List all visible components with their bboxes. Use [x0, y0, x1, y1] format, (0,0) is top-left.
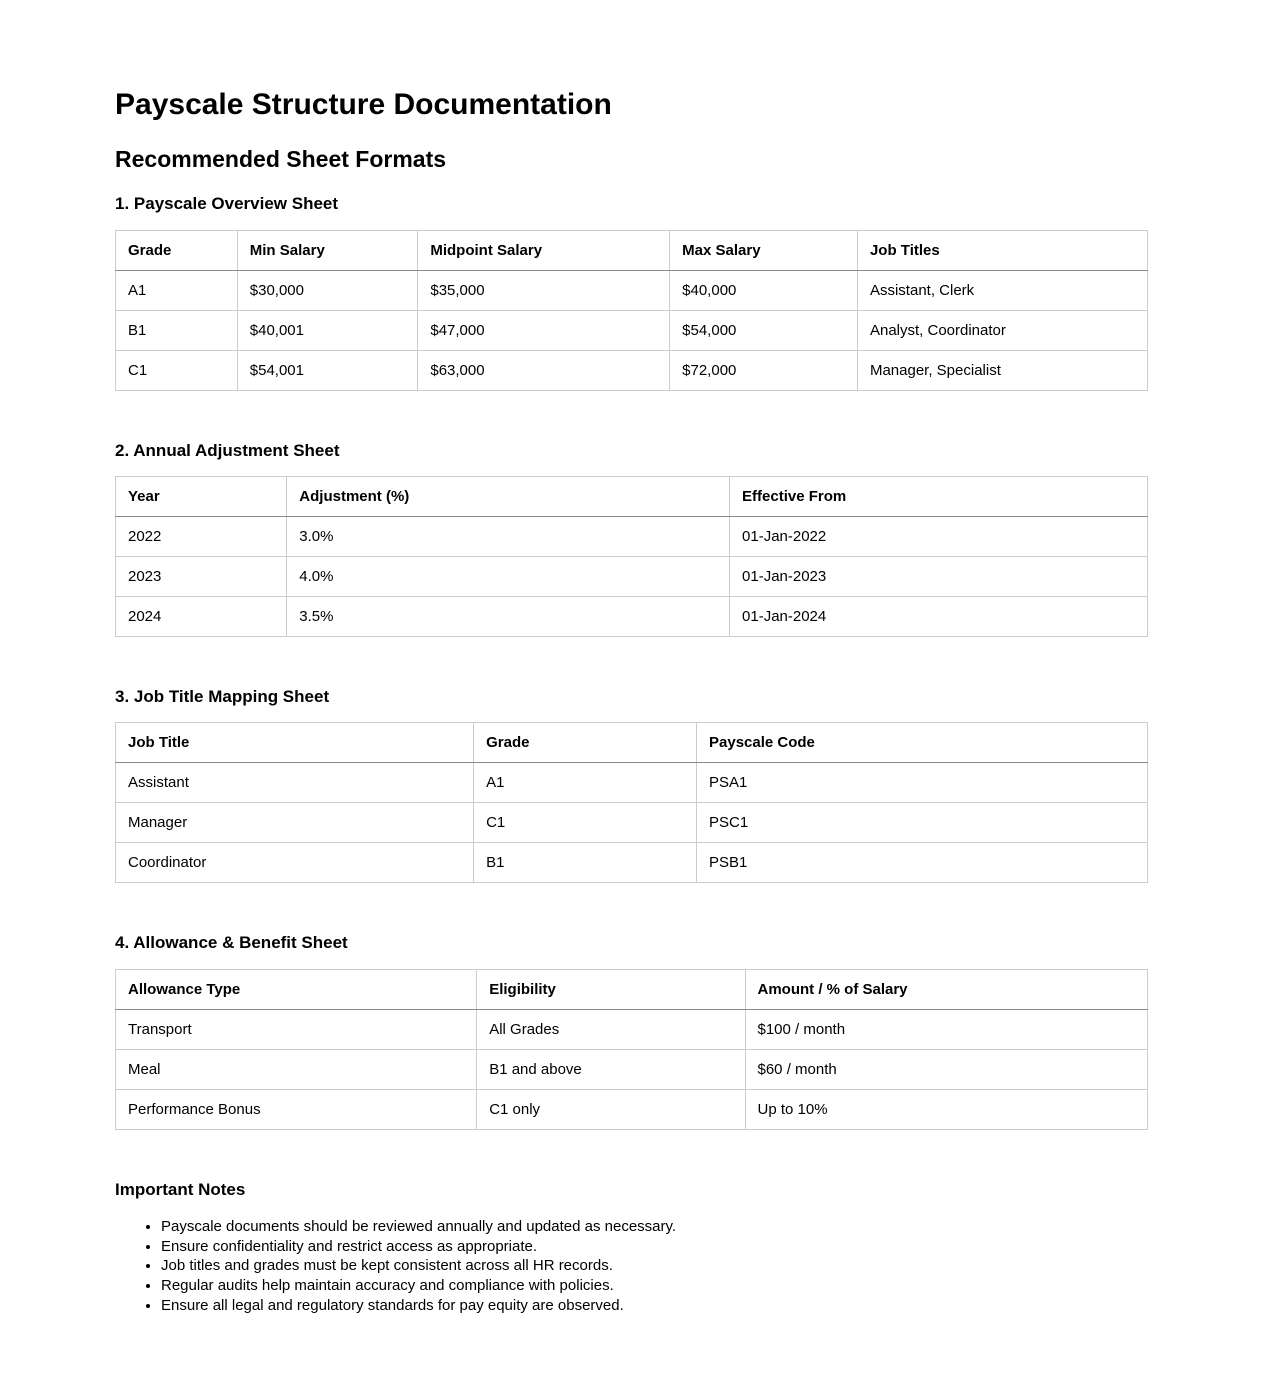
- table-row: [116, 1049, 1148, 1089]
- section-heading-payscale-overview: 1. Payscale Overview Sheet: [115, 194, 339, 214]
- column-header: Amount / % of Salary: [745, 969, 1148, 1009]
- note-item: • Regular audits help maintain accuracy and compliance with policies.: [161, 1277, 1148, 1295]
- column-header: Eligibility: [477, 969, 745, 1009]
- table-header-row: [116, 723, 1148, 763]
- table-cell: 01-Jan-2023: [730, 557, 1148, 597]
- table-cell: All Grades: [477, 1009, 745, 1049]
- table-cell: $35,000: [418, 270, 670, 310]
- job-title-mapping-table: [115, 722, 1148, 883]
- table-row: [116, 763, 1148, 803]
- table-cell: 4.0%: [287, 557, 730, 597]
- table-row: [116, 843, 1148, 883]
- section-heading-allowance-benefit: 4. Allowance & Benefit Sheet: [115, 933, 348, 953]
- table-cell: Transport: [116, 1009, 477, 1049]
- note-item: • Job titles and grades must be kept consistent across all HR records.: [161, 1257, 1148, 1275]
- table-cell: $40,000: [670, 270, 858, 310]
- table-cell: Assistant: [116, 763, 474, 803]
- table-cell: Manager, Specialist: [857, 350, 1147, 390]
- column-header: Max Salary: [670, 230, 858, 270]
- table-row: [116, 350, 1148, 390]
- table-cell: $54,000: [670, 310, 858, 350]
- table-cell: Coordinator: [116, 843, 474, 883]
- table-row: [116, 1089, 1148, 1129]
- table-cell: $72,000: [670, 350, 858, 390]
- column-header: Job Title: [116, 723, 474, 763]
- table-cell: 2022: [116, 517, 287, 557]
- table-cell: PSA1: [697, 763, 1148, 803]
- table-cell: Manager: [116, 803, 474, 843]
- table-row: [116, 310, 1148, 350]
- table-row: [116, 803, 1148, 843]
- column-header: Payscale Code: [697, 723, 1148, 763]
- note-item: • Ensure confidentiality and restrict access as appropriate.: [161, 1238, 1148, 1256]
- annual-adjustment-table: [115, 476, 1148, 637]
- note-item: • Ensure all legal and regulatory standards for pay equity are observed.: [161, 1297, 1148, 1315]
- table-cell: C1 only: [477, 1089, 745, 1129]
- table-cell: $47,000: [418, 310, 670, 350]
- notes-title: Important Notes: [115, 1179, 246, 1199]
- table-header-row: [116, 230, 1148, 270]
- data-table: [115, 969, 1148, 1130]
- table-cell: 3.5%: [287, 597, 730, 637]
- notes-list: [115, 1218, 1148, 1314]
- table-cell: 3.0%: [287, 517, 730, 557]
- table-row: [116, 1009, 1148, 1049]
- table-cell: Meal: [116, 1049, 477, 1089]
- table-cell: $60 / month: [745, 1049, 1148, 1089]
- section-heading-annual-adjustment: 2. Annual Adjustment Sheet: [115, 440, 340, 460]
- table-row: [116, 270, 1148, 310]
- table-row: [116, 517, 1148, 557]
- payscale-overview-table: [115, 230, 1148, 391]
- table-cell: A1: [116, 270, 238, 310]
- table-cell: 01-Jan-2024: [730, 597, 1148, 637]
- table-cell: 2024: [116, 597, 287, 637]
- table-cell: Up to 10%: [745, 1089, 1148, 1129]
- table-cell: $63,000: [418, 350, 670, 390]
- table-header-row: [116, 477, 1148, 517]
- table-cell: $30,000: [237, 270, 418, 310]
- table-cell: PSC1: [697, 803, 1148, 843]
- table-cell: B1: [474, 843, 697, 883]
- table-cell: 2023: [116, 557, 287, 597]
- table-cell: $40,001: [237, 310, 418, 350]
- data-table: [115, 722, 1148, 883]
- section-annual-adjustment: [115, 441, 1148, 637]
- table-cell: A1: [474, 763, 697, 803]
- page-title: Payscale Structure Documentation: [115, 88, 612, 121]
- data-table: [115, 476, 1148, 637]
- table-cell: $54,001: [237, 350, 418, 390]
- column-header: Min Salary: [237, 230, 418, 270]
- table-cell: C1: [116, 350, 238, 390]
- table-cell: C1: [474, 803, 697, 843]
- column-header: Effective From: [730, 477, 1148, 517]
- table-row: [116, 557, 1148, 597]
- table-cell: $100 / month: [745, 1009, 1148, 1049]
- section-job-title-mapping: [115, 687, 1148, 883]
- data-table: [115, 230, 1148, 391]
- table-cell: PSB1: [697, 843, 1148, 883]
- section-heading-job-title-mapping: 3. Job Title Mapping Sheet: [115, 687, 330, 707]
- note-item: • Payscale documents should be reviewed annually and updated as necessary.: [161, 1218, 1148, 1236]
- table-cell: B1 and above: [477, 1049, 745, 1089]
- section-payscale-overview: [115, 194, 1148, 390]
- column-header: Allowance Type: [116, 969, 477, 1009]
- column-header: Year: [116, 477, 287, 517]
- allowance-benefit-table: [115, 969, 1148, 1130]
- table-cell: 01-Jan-2022: [730, 517, 1148, 557]
- table-cell: Analyst, Coordinator: [857, 310, 1147, 350]
- table-cell: B1: [116, 310, 238, 350]
- page-subtitle: Recommended Sheet Formats: [115, 146, 447, 172]
- table-cell: Assistant, Clerk: [857, 270, 1147, 310]
- column-header: Adjustment (%): [287, 477, 730, 517]
- column-header: Grade: [116, 230, 238, 270]
- section-allowance-benefit: [115, 933, 1148, 1129]
- table-header-row: [116, 969, 1148, 1009]
- column-header: Job Titles: [857, 230, 1147, 270]
- column-header: Midpoint Salary: [418, 230, 670, 270]
- table-cell: Performance Bonus: [116, 1089, 477, 1129]
- table-row: [116, 597, 1148, 637]
- column-header: Grade: [474, 723, 697, 763]
